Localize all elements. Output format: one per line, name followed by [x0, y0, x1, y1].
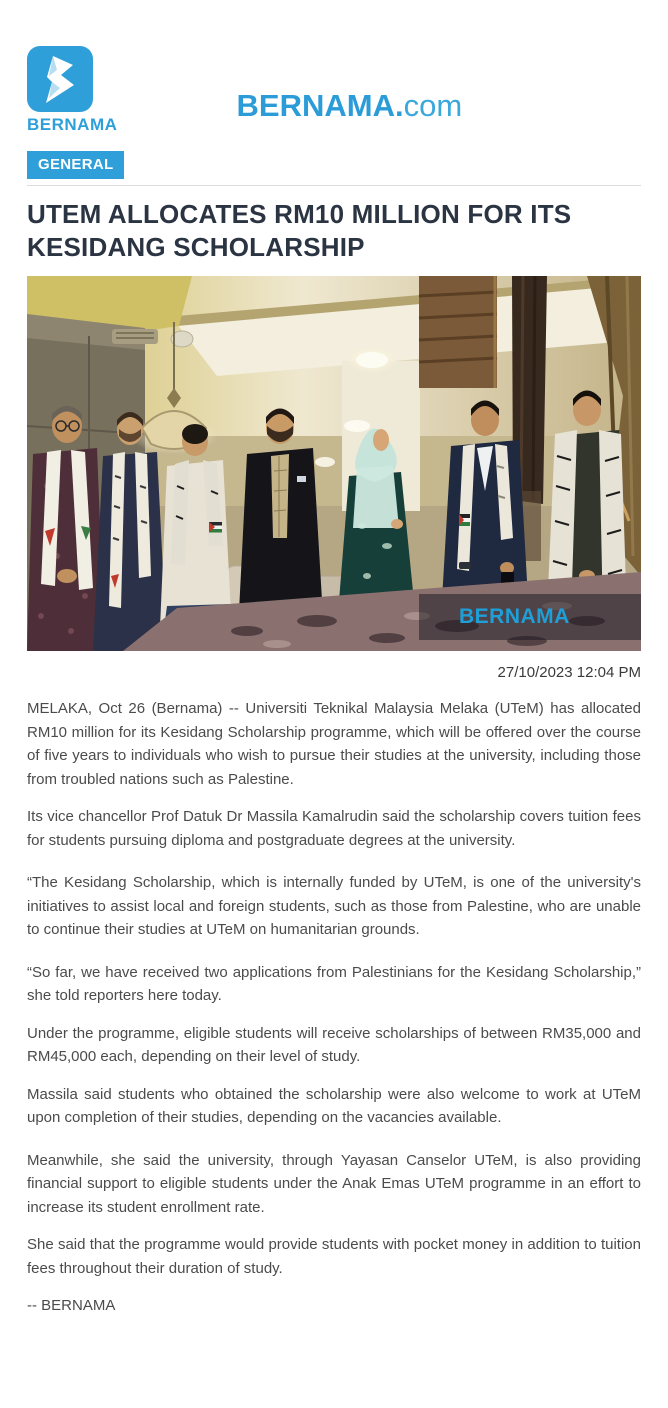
photo-illustration — [27, 276, 641, 651]
site-header — [27, 0, 641, 138]
article-timestamp: 27/10/2023 12:04 PM — [497, 664, 641, 681]
article-paragraph: She said that the programme would provide students with pocket money in addition to tuition fees throughout their duration of study. — [27, 1236, 641, 1277]
site-title-suffix: com — [403, 88, 463, 123]
badge-row — [27, 151, 641, 179]
category-badge[interactable]: GENERAL — [27, 151, 124, 179]
divider — [27, 185, 641, 186]
article-paragraph: -- BERNAMA — [27, 1297, 116, 1314]
article-photo — [27, 276, 641, 651]
bernama-logo-icon — [27, 46, 93, 112]
article-paragraph: Meanwhile, she said the university, through Yayasan Canselor UTeM, is also providing financial support to eligible students under the Anak Emas UTeM programme in an effort to increase its student enrollment rate. — [27, 1151, 641, 1216]
photo-watermark: BERNAMA — [459, 605, 570, 628]
site-title[interactable] — [237, 90, 463, 121]
article-paragraph: MELAKA, Oct 26 (Bernama) -- Universiti Teknikal Malaysia Melaka (UTeM) has allocated RM10 million for its Kesidang Scholarship programme, which will be offered over the course of five years to individuals who wish to pursue their studies at the university, including those from troubled nations such as Palestine. — [27, 700, 641, 788]
article-paragraph: “The Kesidang Scholarship, which is internally funded by UTeM, is one of the university's initiatives to assist local and foreign students, such as those from Palestine, who are unable to continue their studies at UTeM on humanitarian grounds. — [27, 874, 641, 938]
article-paragraph: “So far, we have received two applications from Palestinians for the Kesidang Scholarship,” she told reporters here today. — [27, 963, 641, 1004]
bernama-logo[interactable] — [27, 46, 123, 135]
site-title-bold: BERNAMA. — [236, 88, 404, 123]
photo-wood-panel — [419, 276, 497, 388]
headline: UTEM ALLOCATES RM10 MILLION FOR ITS KESIDANG SCHOLARSHIP — [27, 199, 572, 262]
article-body — [27, 697, 641, 1318]
article-paragraph: Massila said students who obtained the scholarship were also welcome to work at UTeM upon completion of their studies, depending on the vacancies available. — [27, 1085, 641, 1126]
article-paragraph: Under the programme, eligible students will receive scholarships of between RM35,000 and RM45,000 each, depending on their level of study. — [27, 1024, 641, 1065]
logo-label: BERNAMA — [27, 115, 118, 134]
article-paragraph: Its vice chancellor Prof Datuk Dr Massila Kamalrudin said the scholarship covers tuition fees for students pursuing diploma and postgraduate degrees at the university. — [27, 808, 641, 849]
